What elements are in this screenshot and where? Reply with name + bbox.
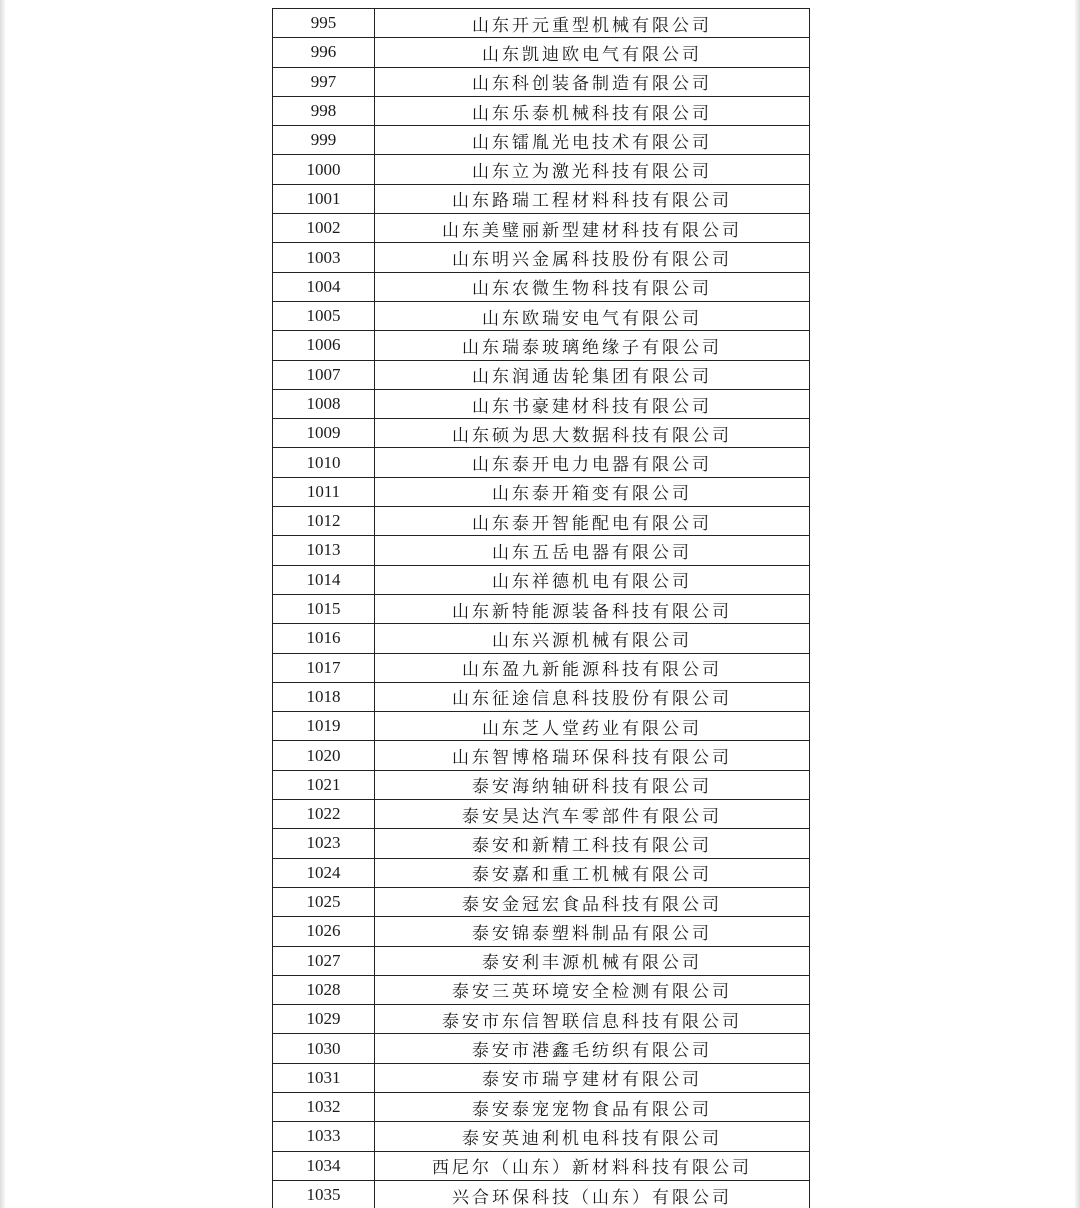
row-number-cell: 1000 xyxy=(273,155,375,184)
table-row xyxy=(273,155,810,184)
table-row xyxy=(273,565,810,594)
table-row xyxy=(273,682,810,711)
table-row xyxy=(273,536,810,565)
company-name-cell: 山东五岳电器有限公司 xyxy=(375,536,810,565)
company-name-cell: 泰安金冠宏食品科技有限公司 xyxy=(375,887,810,916)
row-number-cell: 1022 xyxy=(273,800,375,829)
company-name-cell: 山东泰开电力电器有限公司 xyxy=(375,448,810,477)
row-number-cell: 1002 xyxy=(273,214,375,243)
company-name-cell: 山东凯迪欧电气有限公司 xyxy=(375,38,810,67)
table-row xyxy=(273,9,810,38)
row-number-cell: 1007 xyxy=(273,360,375,389)
table-row xyxy=(273,770,810,799)
row-number-cell: 1016 xyxy=(273,624,375,653)
table-row xyxy=(273,419,810,448)
company-name-cell: 泰安市瑞亨建材有限公司 xyxy=(375,1063,810,1092)
table-row xyxy=(273,800,810,829)
row-number-cell: 1008 xyxy=(273,389,375,418)
row-number-cell: 1001 xyxy=(273,184,375,213)
table-row xyxy=(273,301,810,330)
table-row xyxy=(273,1063,810,1092)
row-number-cell: 998 xyxy=(273,96,375,125)
company-name-cell: 山东泰开箱变有限公司 xyxy=(375,477,810,506)
company-name-cell: 泰安锦泰塑料制品有限公司 xyxy=(375,917,810,946)
company-name-cell: 山东兴源机械有限公司 xyxy=(375,624,810,653)
company-name-cell: 山东祥德机电有限公司 xyxy=(375,565,810,594)
table-row xyxy=(273,360,810,389)
table-row xyxy=(273,829,810,858)
company-name-cell: 泰安市东信智联信息科技有限公司 xyxy=(375,1005,810,1034)
row-number-cell: 997 xyxy=(273,67,375,96)
row-number-cell: 1028 xyxy=(273,975,375,1004)
company-name-cell: 山东征途信息科技股份有限公司 xyxy=(375,682,810,711)
table-row xyxy=(273,184,810,213)
company-name-cell: 山东农微生物科技有限公司 xyxy=(375,272,810,301)
company-name-cell: 山东瑞泰玻璃绝缘子有限公司 xyxy=(375,331,810,360)
company-name-cell: 山东盈九新能源科技有限公司 xyxy=(375,653,810,682)
table-row xyxy=(273,1180,810,1208)
table-row xyxy=(273,507,810,536)
row-number-cell: 1017 xyxy=(273,653,375,682)
table-row xyxy=(273,448,810,477)
row-number-cell: 1005 xyxy=(273,301,375,330)
table-row xyxy=(273,272,810,301)
page-edge-left xyxy=(0,0,6,1208)
company-name-cell: 山东智博格瑞环保科技有限公司 xyxy=(375,741,810,770)
row-number-cell: 1033 xyxy=(273,1122,375,1151)
table-row xyxy=(273,1034,810,1063)
company-name-cell: 泰安市港鑫毛纺织有限公司 xyxy=(375,1034,810,1063)
row-number-cell: 1034 xyxy=(273,1151,375,1180)
row-number-cell: 1006 xyxy=(273,331,375,360)
row-number-cell: 996 xyxy=(273,38,375,67)
table-row xyxy=(273,858,810,887)
row-number-cell: 1018 xyxy=(273,682,375,711)
table-row xyxy=(273,67,810,96)
company-name-cell: 泰安昊达汽车零部件有限公司 xyxy=(375,800,810,829)
table-row xyxy=(273,1151,810,1180)
company-name-cell: 泰安嘉和重工机械有限公司 xyxy=(375,858,810,887)
row-number-cell: 1011 xyxy=(273,477,375,506)
row-number-cell: 1025 xyxy=(273,887,375,916)
table-row xyxy=(273,477,810,506)
row-number-cell: 1026 xyxy=(273,917,375,946)
row-number-cell: 1023 xyxy=(273,829,375,858)
row-number-cell: 1009 xyxy=(273,419,375,448)
company-name-cell: 山东明兴金属科技股份有限公司 xyxy=(375,243,810,272)
table-row xyxy=(273,389,810,418)
table-row xyxy=(273,96,810,125)
row-number-cell: 1015 xyxy=(273,594,375,623)
table-row xyxy=(273,887,810,916)
company-name-cell: 山东科创装备制造有限公司 xyxy=(375,67,810,96)
page-edge-right xyxy=(1074,0,1080,1208)
company-name-cell: 山东立为激光科技有限公司 xyxy=(375,155,810,184)
row-number-cell: 1024 xyxy=(273,858,375,887)
table-row xyxy=(273,331,810,360)
company-name-cell: 山东润通齿轮集团有限公司 xyxy=(375,360,810,389)
company-name-cell: 山东美璧丽新型建材科技有限公司 xyxy=(375,214,810,243)
company-name-cell: 泰安海纳轴研科技有限公司 xyxy=(375,770,810,799)
company-name-cell: 山东书豪建材科技有限公司 xyxy=(375,389,810,418)
company-name-cell: 山东路瑞工程材料科技有限公司 xyxy=(375,184,810,213)
table-row xyxy=(273,946,810,975)
company-list-body xyxy=(273,9,810,1208)
row-number-cell: 1019 xyxy=(273,712,375,741)
table-row xyxy=(273,1005,810,1034)
company-name-cell: 山东新特能源装备科技有限公司 xyxy=(375,594,810,623)
company-name-cell: 泰安英迪利机电科技有限公司 xyxy=(375,1122,810,1151)
company-name-cell: 山东欧瑞安电气有限公司 xyxy=(375,301,810,330)
company-name-cell: 山东镭胤光电技术有限公司 xyxy=(375,126,810,155)
row-number-cell: 1021 xyxy=(273,770,375,799)
company-name-cell: 西尼尔（山东）新材料科技有限公司 xyxy=(375,1151,810,1180)
row-number-cell: 1029 xyxy=(273,1005,375,1034)
table-row xyxy=(273,624,810,653)
row-number-cell: 1030 xyxy=(273,1034,375,1063)
company-name-cell: 兴合环保科技（山东）有限公司 xyxy=(375,1180,810,1208)
row-number-cell: 1020 xyxy=(273,741,375,770)
row-number-cell: 1032 xyxy=(273,1092,375,1121)
company-name-cell: 泰安泰宠宠物食品有限公司 xyxy=(375,1092,810,1121)
company-name-cell: 泰安利丰源机械有限公司 xyxy=(375,946,810,975)
table-row xyxy=(273,1092,810,1121)
table-row xyxy=(273,38,810,67)
table-row xyxy=(273,975,810,1004)
company-list-table xyxy=(272,8,810,1208)
company-name-cell: 山东硕为思大数据科技有限公司 xyxy=(375,419,810,448)
company-name-cell: 泰安三英环境安全检测有限公司 xyxy=(375,975,810,1004)
company-name-cell: 山东开元重型机械有限公司 xyxy=(375,9,810,38)
row-number-cell: 1012 xyxy=(273,507,375,536)
row-number-cell: 1027 xyxy=(273,946,375,975)
table-row xyxy=(273,594,810,623)
row-number-cell: 1010 xyxy=(273,448,375,477)
table-row xyxy=(273,243,810,272)
row-number-cell: 1013 xyxy=(273,536,375,565)
row-number-cell: 1003 xyxy=(273,243,375,272)
table-row xyxy=(273,741,810,770)
company-name-cell: 泰安和新精工科技有限公司 xyxy=(375,829,810,858)
table-row xyxy=(273,126,810,155)
row-number-cell: 1031 xyxy=(273,1063,375,1092)
table-row xyxy=(273,653,810,682)
table-row xyxy=(273,917,810,946)
company-name-cell: 山东乐泰机械科技有限公司 xyxy=(375,96,810,125)
row-number-cell: 1014 xyxy=(273,565,375,594)
row-number-cell: 995 xyxy=(273,9,375,38)
row-number-cell: 999 xyxy=(273,126,375,155)
table-row xyxy=(273,214,810,243)
row-number-cell: 1004 xyxy=(273,272,375,301)
table-row xyxy=(273,712,810,741)
company-name-cell: 山东泰开智能配电有限公司 xyxy=(375,507,810,536)
company-name-cell: 山东芝人堂药业有限公司 xyxy=(375,712,810,741)
table-row xyxy=(273,1122,810,1151)
row-number-cell: 1035 xyxy=(273,1180,375,1208)
